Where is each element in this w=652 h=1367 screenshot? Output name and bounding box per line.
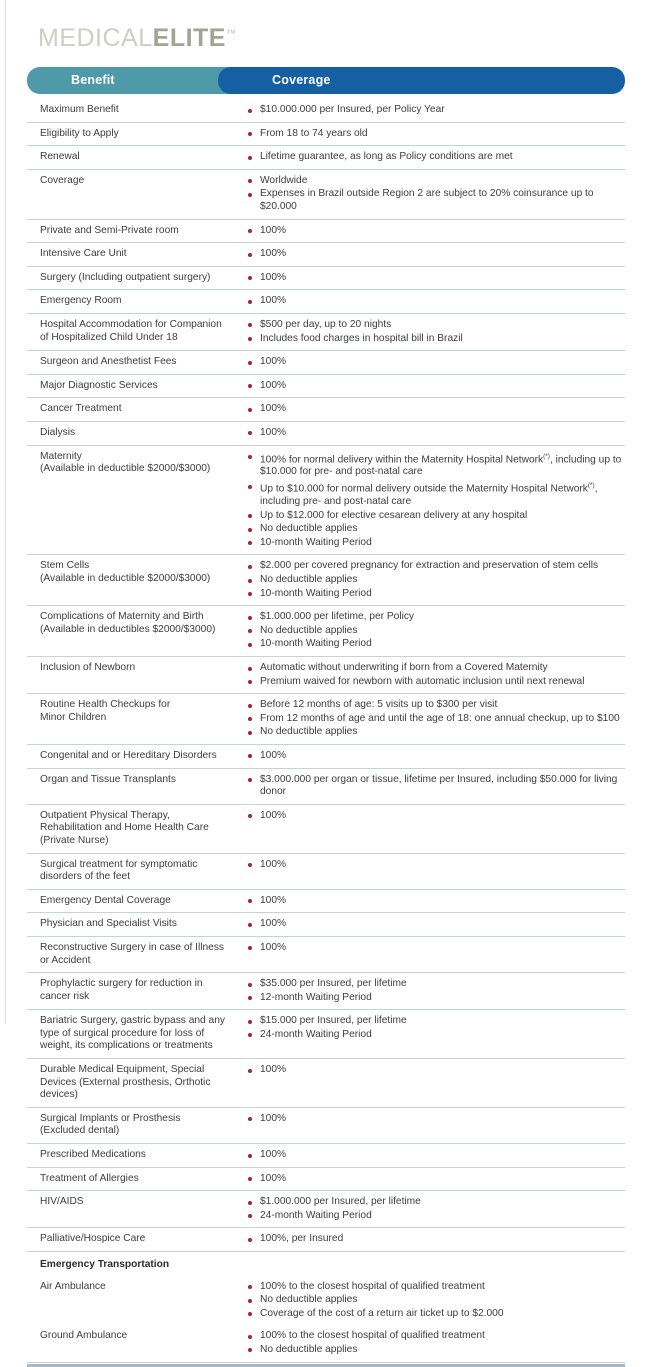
coverage-bullet-list: [248, 810, 625, 823]
coverage-bullet-item: Includes food charges in hospital bill in Brazil: [248, 333, 625, 346]
benefit-label: Surgeon and Anesthetist Fees: [40, 356, 177, 368]
benefit-label: Renewal: [40, 151, 80, 163]
table-row: [27, 973, 625, 1010]
table-row: [27, 375, 625, 399]
coverage-bullet-item: 100%: [248, 750, 625, 763]
table-row: [27, 694, 625, 745]
benefit-label: Emergency Room: [40, 295, 122, 307]
coverage-bullet-list: [248, 295, 625, 308]
coverage-bullet-item: From 18 to 74 years old: [248, 128, 625, 141]
coverage-bullet-item: 24-month Waiting Period: [248, 1029, 625, 1042]
benefit-label: Ground Ambulance: [40, 1330, 128, 1342]
coverage-bullet-list: [248, 1281, 625, 1321]
coverage-value: [234, 699, 625, 739]
coverage-bullet-item: Worldwide: [248, 175, 625, 188]
table-row: [27, 1108, 625, 1144]
coverage-bullet-list: [248, 356, 625, 369]
column-header-coverage: Coverage: [272, 73, 331, 87]
coverage-value: [234, 175, 625, 214]
benefit-label: Treatment of Allergies: [40, 1172, 139, 1184]
coverage-bullet-list: [248, 403, 625, 416]
coverage-bullet-item: No deductible applies: [248, 625, 625, 638]
table-row: [27, 170, 625, 220]
benefit-label: Intensive Care Unit: [40, 248, 127, 260]
table-row: [27, 1168, 625, 1192]
table-row: [27, 805, 625, 854]
table-row: [27, 769, 625, 805]
coverage-value: [234, 128, 625, 141]
table-row: [27, 657, 625, 694]
coverage-bullet-item: 10-month Waiting Period: [248, 537, 625, 550]
coverage-bullet-item: 100%: [248, 380, 625, 393]
coverage-bullet-list: [248, 128, 625, 141]
coverage-bullet-item: 12-month Waiting Period: [248, 992, 625, 1005]
table-row: [27, 123, 625, 147]
benefit-label: Organ and Tissue Transplants: [40, 773, 176, 785]
coverage-bullet-list: [248, 319, 625, 345]
benefit-label: Surgical treatment for symptomatic disorders of the feet: [40, 858, 198, 883]
table-row: [27, 398, 625, 422]
table-row: [27, 1059, 625, 1108]
benefit-label: Congenital and or Hereditary Disorders: [40, 749, 217, 761]
coverage-value: [234, 774, 625, 799]
benefit-label: Reconstructive Surgery in case of Illness or Accident: [40, 941, 225, 966]
column-header-benefit: Benefit: [71, 73, 115, 87]
benefit-label: Maximum Benefit: [40, 104, 119, 115]
coverage-bullet-list: [248, 272, 625, 285]
coverage-bullet-list: [248, 380, 625, 393]
table-row: [27, 937, 625, 973]
table-row: [27, 1191, 625, 1228]
coverage-bullet-list: [248, 1015, 625, 1041]
coverage-bullet-list: [248, 151, 625, 164]
coverage-bullet-item: 100%: [248, 918, 625, 931]
benefit-label: Durable Medical Equipment, Special Devices (External prosthesis, Orthotic devices): [40, 1064, 211, 1101]
table-row: [27, 1325, 625, 1362]
table-row: [27, 745, 625, 769]
benefit-label: Coverage: [40, 174, 85, 186]
coverage-bullet-item: 24-month Waiting Period: [248, 1210, 625, 1223]
table-row: [27, 1144, 625, 1168]
coverage-bullet-item: Expenses in Brazil outside Region 2 are subject to 20% coinsurance up to $20.000: [248, 188, 625, 213]
coverage-value: [234, 859, 625, 872]
coverage-bullet-item: 100%: [248, 403, 625, 416]
coverage-bullet-list: [248, 1064, 625, 1077]
benefit-label: HIV/AIDS: [40, 1196, 84, 1208]
coverage-value: [234, 151, 625, 164]
coverage-bullet-item: 10-month Waiting Period: [248, 638, 625, 651]
table-row: [27, 220, 625, 244]
coverage-bullet-item: 100% to the closest hospital of qualified treatment: [248, 1281, 625, 1294]
coverage-bullet-list: [248, 918, 625, 931]
coverage-bullet-item: $10.000.000 per Insured, per Policy Year: [248, 104, 625, 117]
benefit-label: Complications of Maternity and Birth (Available in deductibles $2000/$3000): [40, 611, 216, 635]
table-row: [27, 267, 625, 291]
benefit-label: Inclusion of Newborn: [40, 662, 136, 673]
coverage-bullet-item: Coverage of the cost of a return air ticket up to $2.000: [248, 1308, 625, 1321]
benefit-label: Eligibility to Apply: [40, 127, 119, 139]
table-row: [27, 890, 625, 914]
coverage-bullet-item: 100%: [248, 295, 625, 308]
table-row: [27, 422, 625, 446]
benefits-table: [27, 99, 625, 1363]
benefit-label: Cancer Treatment: [40, 403, 122, 415]
coverage-bullet-list: [248, 859, 625, 872]
coverage-bullet-list: [248, 1173, 625, 1186]
coverage-bullet-item: Automatic without underwriting if born from a Covered Maternity: [248, 662, 625, 675]
benefit-label: Physician and Specialist Visits: [40, 918, 177, 930]
coverage-value: [234, 225, 625, 238]
footnote-marker: (*): [543, 452, 550, 460]
coverage-value: [234, 1113, 625, 1126]
coverage-value: [234, 1330, 625, 1356]
benefit-label: Palliative/Hospice Care: [40, 1233, 146, 1245]
coverage-bullet-item: 100%: [248, 1149, 625, 1162]
coverage-bullet-item: 100% to the closest hospital of qualified treatment: [248, 1330, 625, 1343]
coverage-bullet-item: 100%: [248, 810, 625, 823]
coverage-bullet-item: 100%: [248, 225, 625, 238]
table-row: [27, 555, 625, 606]
coverage-value: [234, 918, 625, 931]
coverage-value: [234, 1233, 625, 1246]
table-row: [27, 1276, 625, 1326]
benefit-label: Outpatient Physical Therapy, Rehabilitation and Home Health Care (Private Nurse): [40, 809, 209, 846]
coverage-bullet-item: $500 per day, up to 20 nights: [248, 319, 625, 332]
table-row: [27, 1228, 625, 1252]
coverage-value: [234, 1149, 625, 1162]
coverage-bullet-list: [248, 774, 625, 799]
coverage-bullet-item: Before 12 months of age: 5 visits up to $300 per visit: [248, 699, 625, 712]
coverage-bullet-list: [248, 662, 625, 688]
coverage-bullet-item: Premium waived for newborn with automatic inclusion until next renewal: [248, 676, 625, 689]
coverage-value: [234, 662, 625, 688]
coverage-value: [234, 380, 625, 393]
coverage-bullet-list: [248, 1113, 625, 1126]
benefit-label: Maternity (Available in deductible $2000/$3000): [40, 450, 211, 475]
coverage-value: [234, 1196, 625, 1222]
coverage-bullet-item: 100% for normal delivery within the Maternity Hospital Network(*), including up to $10.000 for pre- and post-natal care: [248, 451, 625, 480]
table-row: [27, 146, 625, 170]
benefit-label: Surgical Implants or Prosthesis (Excluded dental): [40, 1112, 181, 1137]
table-header-bar: [27, 67, 625, 94]
table-row: [27, 99, 625, 123]
coverage-bullet-item: 100%: [248, 895, 625, 908]
coverage-value: [234, 978, 625, 1004]
coverage-value: [234, 295, 625, 308]
coverage-bullet-item: No deductible applies: [248, 1344, 625, 1357]
benefit-label: Hospital Accommodation for Companion of Hospitalized Child Under 18: [40, 318, 222, 343]
coverage-bullet-item: $1.000.000 per lifetime, per Policy: [248, 611, 625, 624]
coverage-bullet-item: 100%: [248, 356, 625, 369]
coverage-bullet-list: [248, 427, 625, 440]
coverage-bullet-list: [248, 895, 625, 908]
coverage-bullet-item: 100%: [248, 248, 625, 261]
coverage-bullet-item: 100%: [248, 1173, 625, 1186]
coverage-bullet-item: 100%: [248, 942, 625, 955]
coverage-value: [234, 750, 625, 763]
table-row: [27, 913, 625, 937]
brand-name-light: MEDICAL: [38, 24, 153, 52]
coverage-bullet-list: [248, 225, 625, 238]
benefit-label: Stem Cells (Available in deductible $2000/$3000): [40, 560, 211, 585]
benefit-label: Prophylactic surgery for reduction in cancer risk: [40, 978, 203, 1002]
coverage-bullet-item: No deductible applies: [248, 1294, 625, 1307]
coverage-bullet-item: 100%: [248, 272, 625, 285]
coverage-bullet-list: [248, 560, 625, 600]
coverage-bullet-item: Up to $12.000 for elective cesarean delivery at any hospital: [248, 510, 625, 523]
coverage-bullet-item: Lifetime guarantee, as long as Policy conditions are met: [248, 151, 625, 164]
benefit-label: Air Ambulance: [40, 1280, 106, 1292]
coverage-bullet-item: No deductible applies: [248, 523, 625, 536]
coverage-bullet-item: $15.000 per Insured, per lifetime: [248, 1015, 625, 1028]
coverage-bullet-list: [248, 248, 625, 261]
brand-name-bold: ELITE: [152, 24, 226, 52]
benefit-label: Emergency Transportation: [40, 1259, 170, 1270]
coverage-value: [234, 272, 625, 285]
coverage-bullet-list: [248, 1196, 625, 1222]
benefit-label: Prescribed Medications: [40, 1149, 146, 1161]
table-row: [27, 1010, 625, 1059]
table-row: [27, 243, 625, 267]
coverage-value: [234, 560, 625, 600]
coverage-bullet-item: 10-month Waiting Period: [248, 588, 625, 601]
coverage-bullet-item: 100%: [248, 1113, 625, 1126]
coverage-value: [234, 942, 625, 955]
table-row: [27, 351, 625, 375]
coverage-bullet-item: 100%: [248, 1064, 625, 1077]
coverage-bullet-item: $3.000.000 per organ or tissue, lifetime per Insured, including $50.000 for living donor: [248, 774, 625, 799]
coverage-bullet-item: 100%, per Insured: [248, 1233, 625, 1246]
brand-logo: [38, 26, 236, 51]
coverage-value: [234, 403, 625, 416]
coverage-bullet-list: [248, 750, 625, 763]
coverage-bullet-item: No deductible applies: [248, 574, 625, 587]
coverage-bullet-item: From 12 months of age and until the age of 18: one annual checkup, up to $100: [248, 713, 625, 726]
coverage-value: [234, 1015, 625, 1041]
coverage-value: [234, 810, 625, 823]
coverage-bullet-list: [248, 1149, 625, 1162]
coverage-value: [234, 104, 625, 117]
coverage-value: [234, 356, 625, 369]
coverage-value: [234, 427, 625, 440]
footnote-marker: (*): [587, 482, 595, 490]
coverage-bullet-list: [248, 611, 625, 651]
coverage-value: [234, 248, 625, 261]
benefit-label: Emergency Dental Coverage: [40, 894, 171, 906]
coverage-bullet-list: [248, 1233, 625, 1246]
coverage-value: [234, 1281, 625, 1321]
table-row: [27, 606, 625, 657]
benefit-label: Dialysis: [40, 426, 76, 438]
coverage-bullet-item: 100%: [248, 427, 625, 440]
coverage-bullet-list: [248, 451, 625, 550]
coverage-value: [234, 451, 625, 550]
page-left-border: [5, 0, 6, 1024]
benefit-label: Routine Health Checkups for Minor Children: [40, 699, 171, 723]
coverage-bullet-item: $1.000.000 per Insured, per lifetime: [248, 1196, 625, 1209]
coverage-bullet-list: [248, 175, 625, 214]
coverage-bullet-list: [248, 942, 625, 955]
coverage-bullet-list: [248, 978, 625, 1004]
coverage-value: [234, 895, 625, 908]
table-row: [27, 446, 625, 556]
coverage-value: [234, 1173, 625, 1186]
table-row: [27, 290, 625, 314]
coverage-bullet-item: Up to $10.000 for normal delivery outside the Maternity Hospital Network(*), including pre- and post-natal care: [248, 480, 625, 509]
coverage-bullet-item: No deductible applies: [248, 726, 625, 739]
coverage-bullet-item: 100%: [248, 859, 625, 872]
benefit-label: Surgery (Including outpatient surgery): [40, 271, 211, 283]
table-row: [27, 314, 625, 351]
coverage-value: [234, 611, 625, 651]
coverage-bullet-list: [248, 699, 625, 739]
table-section-header-row: [27, 1252, 625, 1276]
benefit-label: Private and Semi-Private room: [40, 224, 179, 236]
trademark-symbol: ™: [225, 28, 236, 40]
coverage-bullet-item: $35.000 per Insured, per lifetime: [248, 978, 625, 991]
coverage-value: [234, 1064, 625, 1077]
table-row: [27, 854, 625, 890]
coverage-value: [234, 319, 625, 345]
benefit-label: Bariatric Surgery, gastric bypass and any type of surgical procedure for loss of weight, its complications or treatments: [40, 1015, 225, 1052]
coverage-bullet-item: $2.000 per covered pregnancy for extraction and preservation of stem cells: [248, 560, 625, 573]
coverage-bullet-list: [248, 104, 625, 117]
coverage-bullet-list: [248, 1330, 625, 1356]
benefit-label: Major Diagnostic Services: [40, 379, 158, 391]
